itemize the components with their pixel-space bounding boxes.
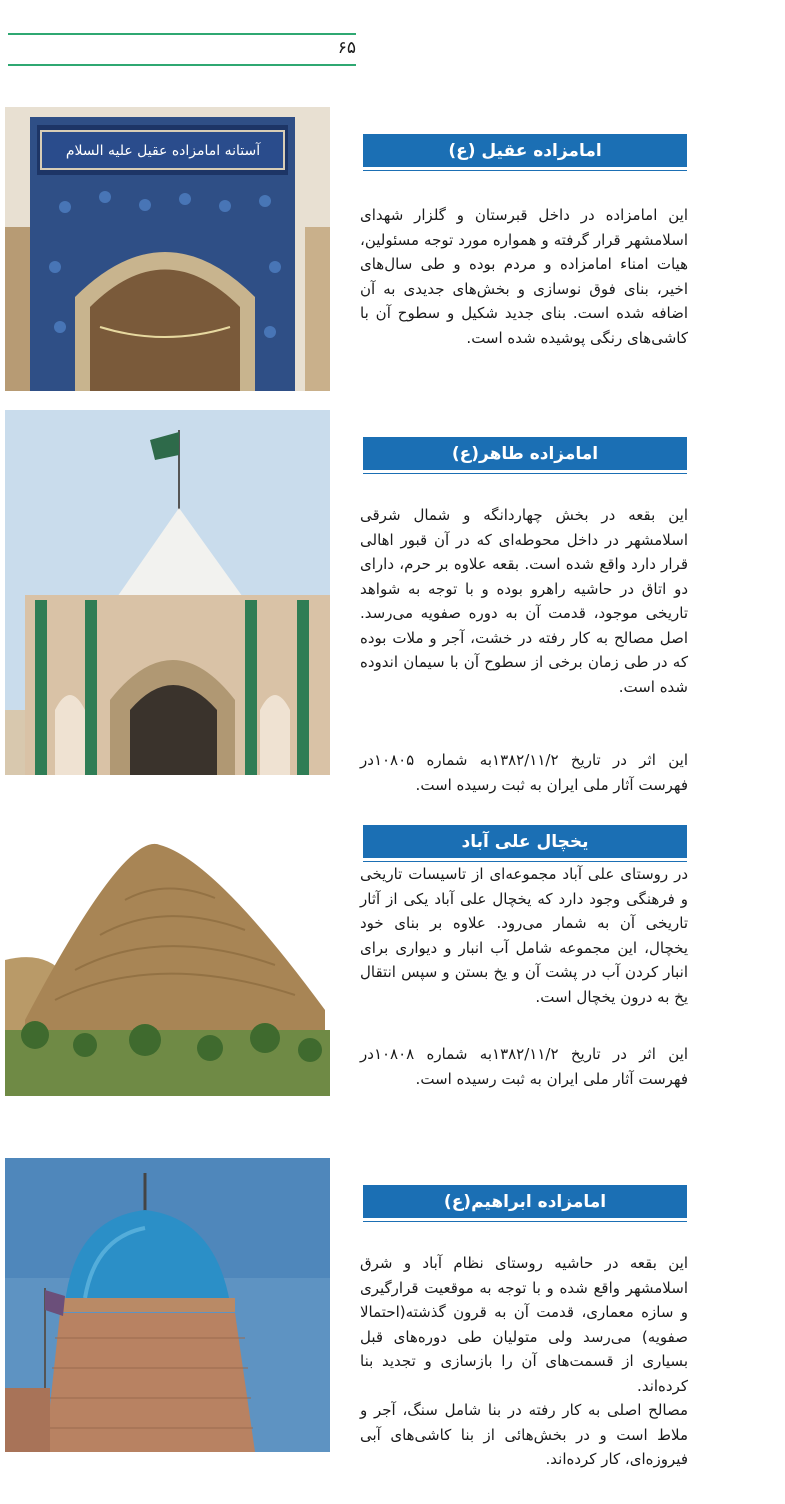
- page-number: ۶۵: [337, 38, 356, 58]
- section-title-taher: امامزاده طاهر(ع): [363, 437, 687, 470]
- photo-inscription: آستانه امامزاده عقیل علیه السلام: [65, 143, 261, 159]
- photo-aliabad-icehouse: [5, 800, 330, 1096]
- photo-taher-shrine: [5, 410, 330, 775]
- section-aqil-paragraph-1: این امامزاده در داخل قبرستان و گلزار شهدای اسلامشهر قرار گرفته و همواره مورد توجه مسئولین، هیات امناء امامزاده و مردم بوده و طی سال‌های اخیر، بنای فوق نوسازی و بخش‌های جدیدی به آن اضافه شده است. بنای جدید شکیل و سطوح آن با کاشی‌های رنگی پوشیده شده است.: [360, 206, 688, 347]
- section-ebrahim-paragraph-2: مصالح اصلی به کار رفته در بنا شامل سنگ، آجر و ملاط است و در بخش‌هائی از بنا کاشی‌های آبی فیروزه‌ای، کار کرده‌اند.: [360, 1401, 688, 1468]
- section-title-aqil: امامزاده عقیل (ع): [363, 134, 687, 167]
- header-rule-bottom: [8, 64, 356, 66]
- section-icehouse-paragraph-2: این اثر در تاریخ ۱۳۸۲/۱۱/۲به شماره ۱۰۸۰۸در فهرست آثار ملی ایران به ثبت رسیده است.: [360, 1045, 688, 1088]
- photo-ebrahim-shrine: [5, 1158, 330, 1452]
- photo-aqil-shrine: [5, 107, 330, 391]
- section-title-ebrahim: امامزاده ابراهیم(ع): [363, 1185, 687, 1218]
- header-rule-top: [8, 33, 356, 35]
- section-title-icehouse: یخچال علی آباد: [363, 825, 687, 858]
- section-taher-paragraph-2: این اثر در تاریخ ۱۳۸۲/۱۱/۲به شماره ۱۰۸۰۵در فهرست آثار ملی ایران به ثبت رسیده است.: [360, 751, 688, 794]
- section-taher-paragraph-1: این بقعه در بخش چهاردانگه و شمال شرقی اسلامشهر در داخل محوطه‌ای که در آن قبور اهالی قرار دارد واقع شده است. بقعه علاوه بر حرم، دارای دو اتاق در حاشیه راهرو بوده و با توجه به شواهد تاریخی موجود، قدمت آن به دوره صفویه می‌رسد. اصل مصالح به کار رفته در خشت، آجر و ملات بوده که در طی زمان برخی از سطوح آن با سیمان اندوده شده است.: [360, 506, 688, 696]
- section-ebrahim-paragraph-1: این بقعه در حاشیه روستای نظام آباد و شرق اسلامشهر واقع شده و با توجه به موقعیت قرارگیری و سازه معماری، قدمت آن به قرون گذشته(احتمالا صفویه) می‌رسد ولی متولیان طی دوره‌های قبل بسیاری از قسمت‌های آن را بازسازی و تجدید بنا کرده‌اند.: [360, 1254, 688, 1395]
- section-icehouse-paragraph-1: در روستای علی آباد مجموعه‌ای از تاسیسات تاریخی و فرهنگی وجود دارد که یخچال علی آباد یکی از آثار تاریخی آن به شمار می‌رود. علاوه بر بنای خود یخچال، این مجموعه شامل آب انبار و دیواری برای انبار کردن آب در پشت آن و یخ بستن و سپس انتقال یخ به درون یخچال است.: [360, 865, 688, 1006]
